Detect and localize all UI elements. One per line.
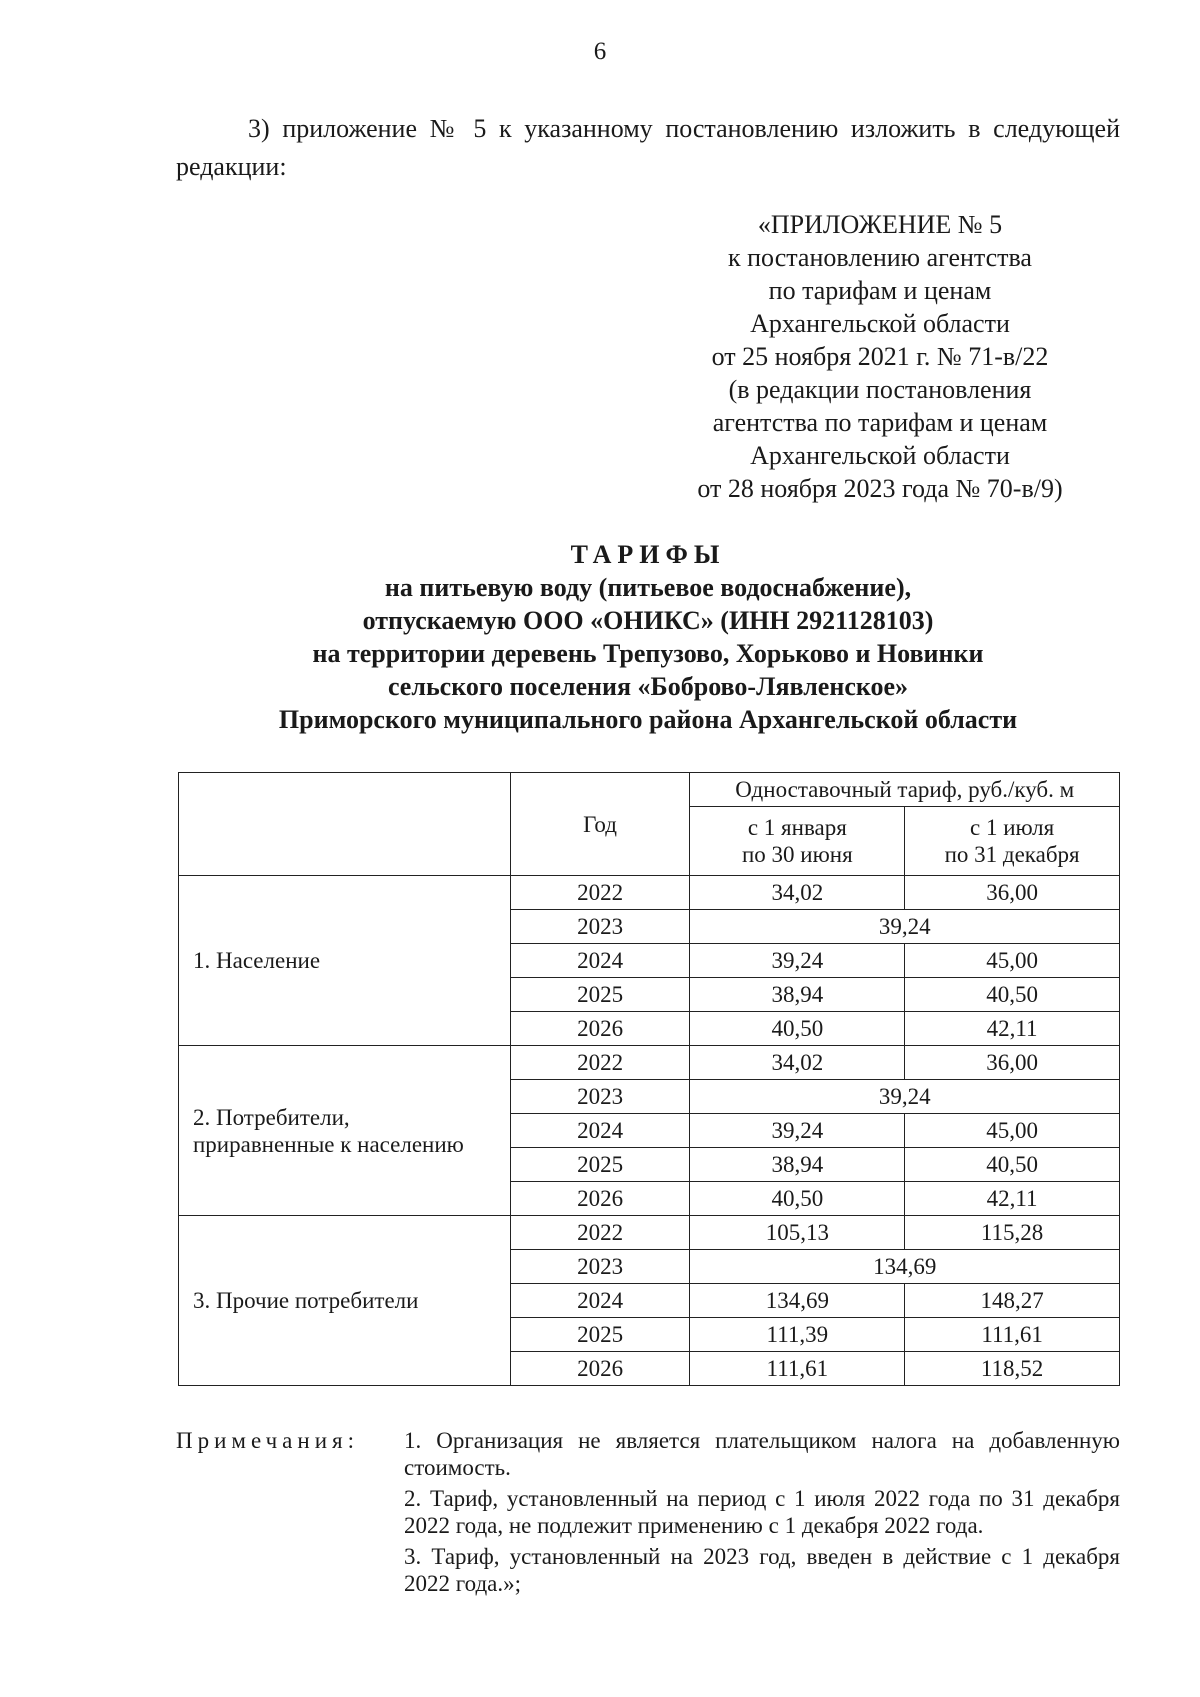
tariff-year-cell: 39,24	[690, 1080, 1120, 1114]
year-cell: 2024	[510, 944, 690, 978]
tariff-period1-cell: 38,94	[690, 978, 905, 1012]
tariff-period2-cell: 42,11	[905, 1182, 1120, 1216]
category-cell: 3. Прочие потребители	[179, 1216, 511, 1386]
tariff-period1-cell: 38,94	[690, 1148, 905, 1182]
note-item: 2. Тариф, установленный на период с 1 июля 2022 года по 31 декабря 2022 года, не подлежит применению с 1 декабря 2022 года.	[404, 1486, 1120, 1538]
year-cell: 2023	[510, 910, 690, 944]
tariff-period2-cell: 111,61	[905, 1318, 1120, 1352]
title-heading: ТАРИФЫ	[570, 540, 726, 569]
year-cell: 2023	[510, 1080, 690, 1114]
tariff-period1-cell: 105,13	[690, 1216, 905, 1250]
appendix-line: «ПРИЛОЖЕНИЕ № 5	[757, 210, 1003, 239]
note-item: 1. Организация не является плательщиком налога на добавленную стоимость.	[404, 1428, 1120, 1480]
tariff-period1-cell: 111,39	[690, 1318, 905, 1352]
period2-header: с 1 июля по 31 декабря	[905, 807, 1120, 876]
appendix-line: к постановлению агентства	[728, 243, 1032, 272]
year-cell: 2022	[510, 1216, 690, 1250]
year-cell: 2026	[510, 1352, 690, 1386]
category-cell: 2. Потребители, приравненные к населению	[179, 1046, 511, 1216]
year-cell: 2024	[510, 1284, 690, 1318]
tariff-year-cell: 39,24	[690, 910, 1120, 944]
table-header-row	[179, 773, 1120, 807]
appendix-line: от 28 ноября 2023 года № 70-в/9)	[697, 474, 1063, 503]
tariff-period2-cell: 45,00	[905, 1114, 1120, 1148]
notes-label: Примечания:	[176, 1428, 359, 1453]
tariff-period2-cell: 148,27	[905, 1284, 1120, 1318]
tariff-period2-cell: 42,11	[905, 1012, 1120, 1046]
tariff-period1-cell: 40,50	[690, 1182, 905, 1216]
tariff-period1-cell: 39,24	[690, 944, 905, 978]
intro-paragraph: 3) приложение № 5 к указанному постановлению изложить в следующей редакции:	[176, 114, 1120, 181]
appendix-line: от 25 ноября 2021 г. № 71-в/22	[711, 342, 1049, 371]
category-cell: 1. Население	[179, 876, 511, 1046]
appendix-line: Архангельской области	[750, 441, 1010, 470]
tariff-period2-cell: 36,00	[905, 876, 1120, 910]
notes-list	[404, 1427, 1120, 1601]
tariff-period1-cell: 39,24	[690, 1114, 905, 1148]
year-cell: 2024	[510, 1114, 690, 1148]
title-line: сельского поселения «Боброво-Лявленское»	[387, 672, 909, 701]
year-cell: 2023	[510, 1250, 690, 1284]
year-cell: 2026	[510, 1182, 690, 1216]
table-row	[179, 1216, 1120, 1250]
tariff-period2-cell: 118,52	[905, 1352, 1120, 1386]
tariff-year-cell: 134,69	[690, 1250, 1120, 1284]
table-row	[179, 876, 1120, 910]
category-header-cell	[179, 773, 511, 876]
year-cell: 2025	[510, 1148, 690, 1182]
tariff-period2-cell: 45,00	[905, 944, 1120, 978]
tariff-period1-cell: 40,50	[690, 1012, 905, 1046]
appendix-line: по тарифам и ценам	[768, 276, 992, 305]
appendix-line: (в редакции постановления	[728, 375, 1032, 404]
appendix-header	[640, 208, 1120, 505]
year-cell: 2025	[510, 978, 690, 1012]
title-line: Приморского муниципального района Архангельской области	[278, 705, 1018, 734]
year-cell: 2022	[510, 876, 690, 910]
tariff-period1-cell: 34,02	[690, 876, 905, 910]
tariff-period1-cell: 34,02	[690, 1046, 905, 1080]
tariff-period2-cell: 36,00	[905, 1046, 1120, 1080]
title-line: отпускаемую ООО «ОНИКС» (ИНН 2921128103)	[362, 606, 934, 635]
table-row	[179, 1046, 1120, 1080]
tariff-period1-cell: 134,69	[690, 1284, 905, 1318]
appendix-line: Архангельской области	[750, 309, 1010, 338]
title-line: на питьевую воду (питьевое водоснабжение),	[384, 573, 912, 602]
tariff-table	[178, 772, 1120, 1386]
tariff-period2-cell: 40,50	[905, 1148, 1120, 1182]
tariff-period2-cell: 115,28	[905, 1216, 1120, 1250]
document-title	[176, 538, 1120, 736]
year-cell: 2026	[510, 1012, 690, 1046]
year-cell: 2025	[510, 1318, 690, 1352]
tariff-table-body	[179, 773, 1120, 1386]
tariff-period2-cell: 40,50	[905, 978, 1120, 1012]
year-header: Год	[510, 773, 690, 876]
page-number: 6	[593, 38, 607, 65]
appendix-line: агентства по тарифам и ценам	[712, 408, 1048, 437]
year-cell: 2022	[510, 1046, 690, 1080]
tariff-header: Одноставочный тариф, руб./куб. м	[690, 773, 1120, 807]
tariff-period1-cell: 111,61	[690, 1352, 905, 1386]
note-item: 3. Тариф, установленный на 2023 год, введен в действие с 1 декабря 2022 года.»;	[404, 1544, 1120, 1596]
title-line: на территории деревень Трепузово, Хорьково и Новинки	[312, 639, 984, 668]
period1-header: с 1 января по 30 июня	[690, 807, 905, 876]
